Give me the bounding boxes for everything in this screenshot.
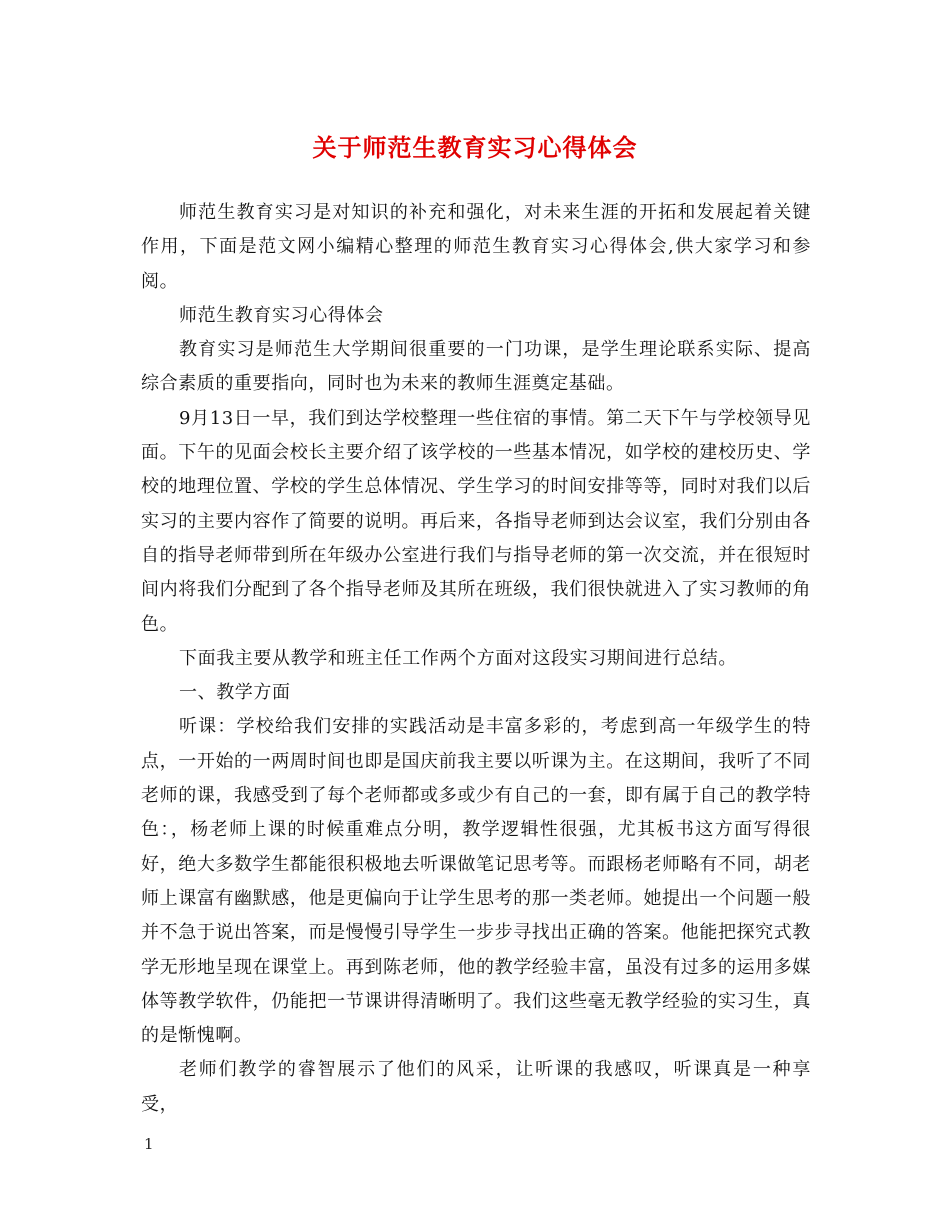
paragraph-purpose: 教育实习是师范生大学期间很重要的一门功课，是学生理论联系实际、提高综合素质的重要指向，同时也为未来的教师生涯奠定基础。	[141, 339, 811, 395]
paragraph-arrival: 9月13日一早，我们到达学校整理一些住宿的事情。第二天下午与学校领导见面。下午的见面会校长主要介绍了该学校的一些基本情况，如学校的建校历史、学校的地理位置、学校的学生总体情况、学生学习的时间安排等等，同时对我们以后实习的主要内容作了简要的说明。再后来，各指导老师到达会议室，我们分别由各自的指导老师带到所在年级办公室进行我们与指导老师的第一次交流，并在很短时间内将我们分配到了各个指导老师及其所在班级，我们很快就进入了实习教师的角色。	[141, 407, 811, 635]
paragraph-reflection: 老师们教学的睿智展示了他们的风采，让听课的我感叹，听课真是一种享受，	[141, 1059, 811, 1115]
paragraph-subtitle: 师范生教育实习心得体会	[179, 304, 384, 326]
document-title: 关于师范生教育实习心得体会	[312, 133, 638, 162]
paragraph-intro: 师范生教育实习是对知识的补充和强化，对未来生涯的开拓和发展起着关键作用，下面是范文网小编精心整理的师范生教育实习心得体会,供大家学习和参阅。	[141, 202, 811, 292]
page-number: 1	[144, 1135, 154, 1153]
paragraph-observation: 听课：学校给我们安排的实践活动是丰富多彩的，考虑到高一年级学生的特点，一开始的一两周时间也即是国庆前我主要以听课为主。在这期间，我听了不同老师的课，我感受到了每个老师都或多或少有自己的一套，即有属于自己的教学特色：，杨老师上课的时候重难点分明，教学逻辑性很强，尤其板书这方面写得很好，绝大多数学生都能很积极地去听课做笔记思考等。而跟杨老师略有不同，胡老师上课富有幽默感，他是更偏向于让学生思考的那一类老师。她提出一个问题一般并不急于说出答案，而是慢慢引导学生一步步寻找出正确的答案。他能把探究式教学无形地呈现在课堂上。再到陈老师，他的教学经验丰富，虽没有过多的运用多媒体等教学软件，仍能把一节课讲得清晰明了。我们这些毫无教学经验的实习生，真的是惭愧啊。	[141, 716, 811, 1047]
paragraph-summary: 下面我主要从教学和班主任工作两个方面对这段实习期间进行总结。	[179, 647, 737, 669]
paragraph-section-heading: 一、教学方面	[179, 682, 291, 704]
document-body	[141, 196, 811, 1122]
